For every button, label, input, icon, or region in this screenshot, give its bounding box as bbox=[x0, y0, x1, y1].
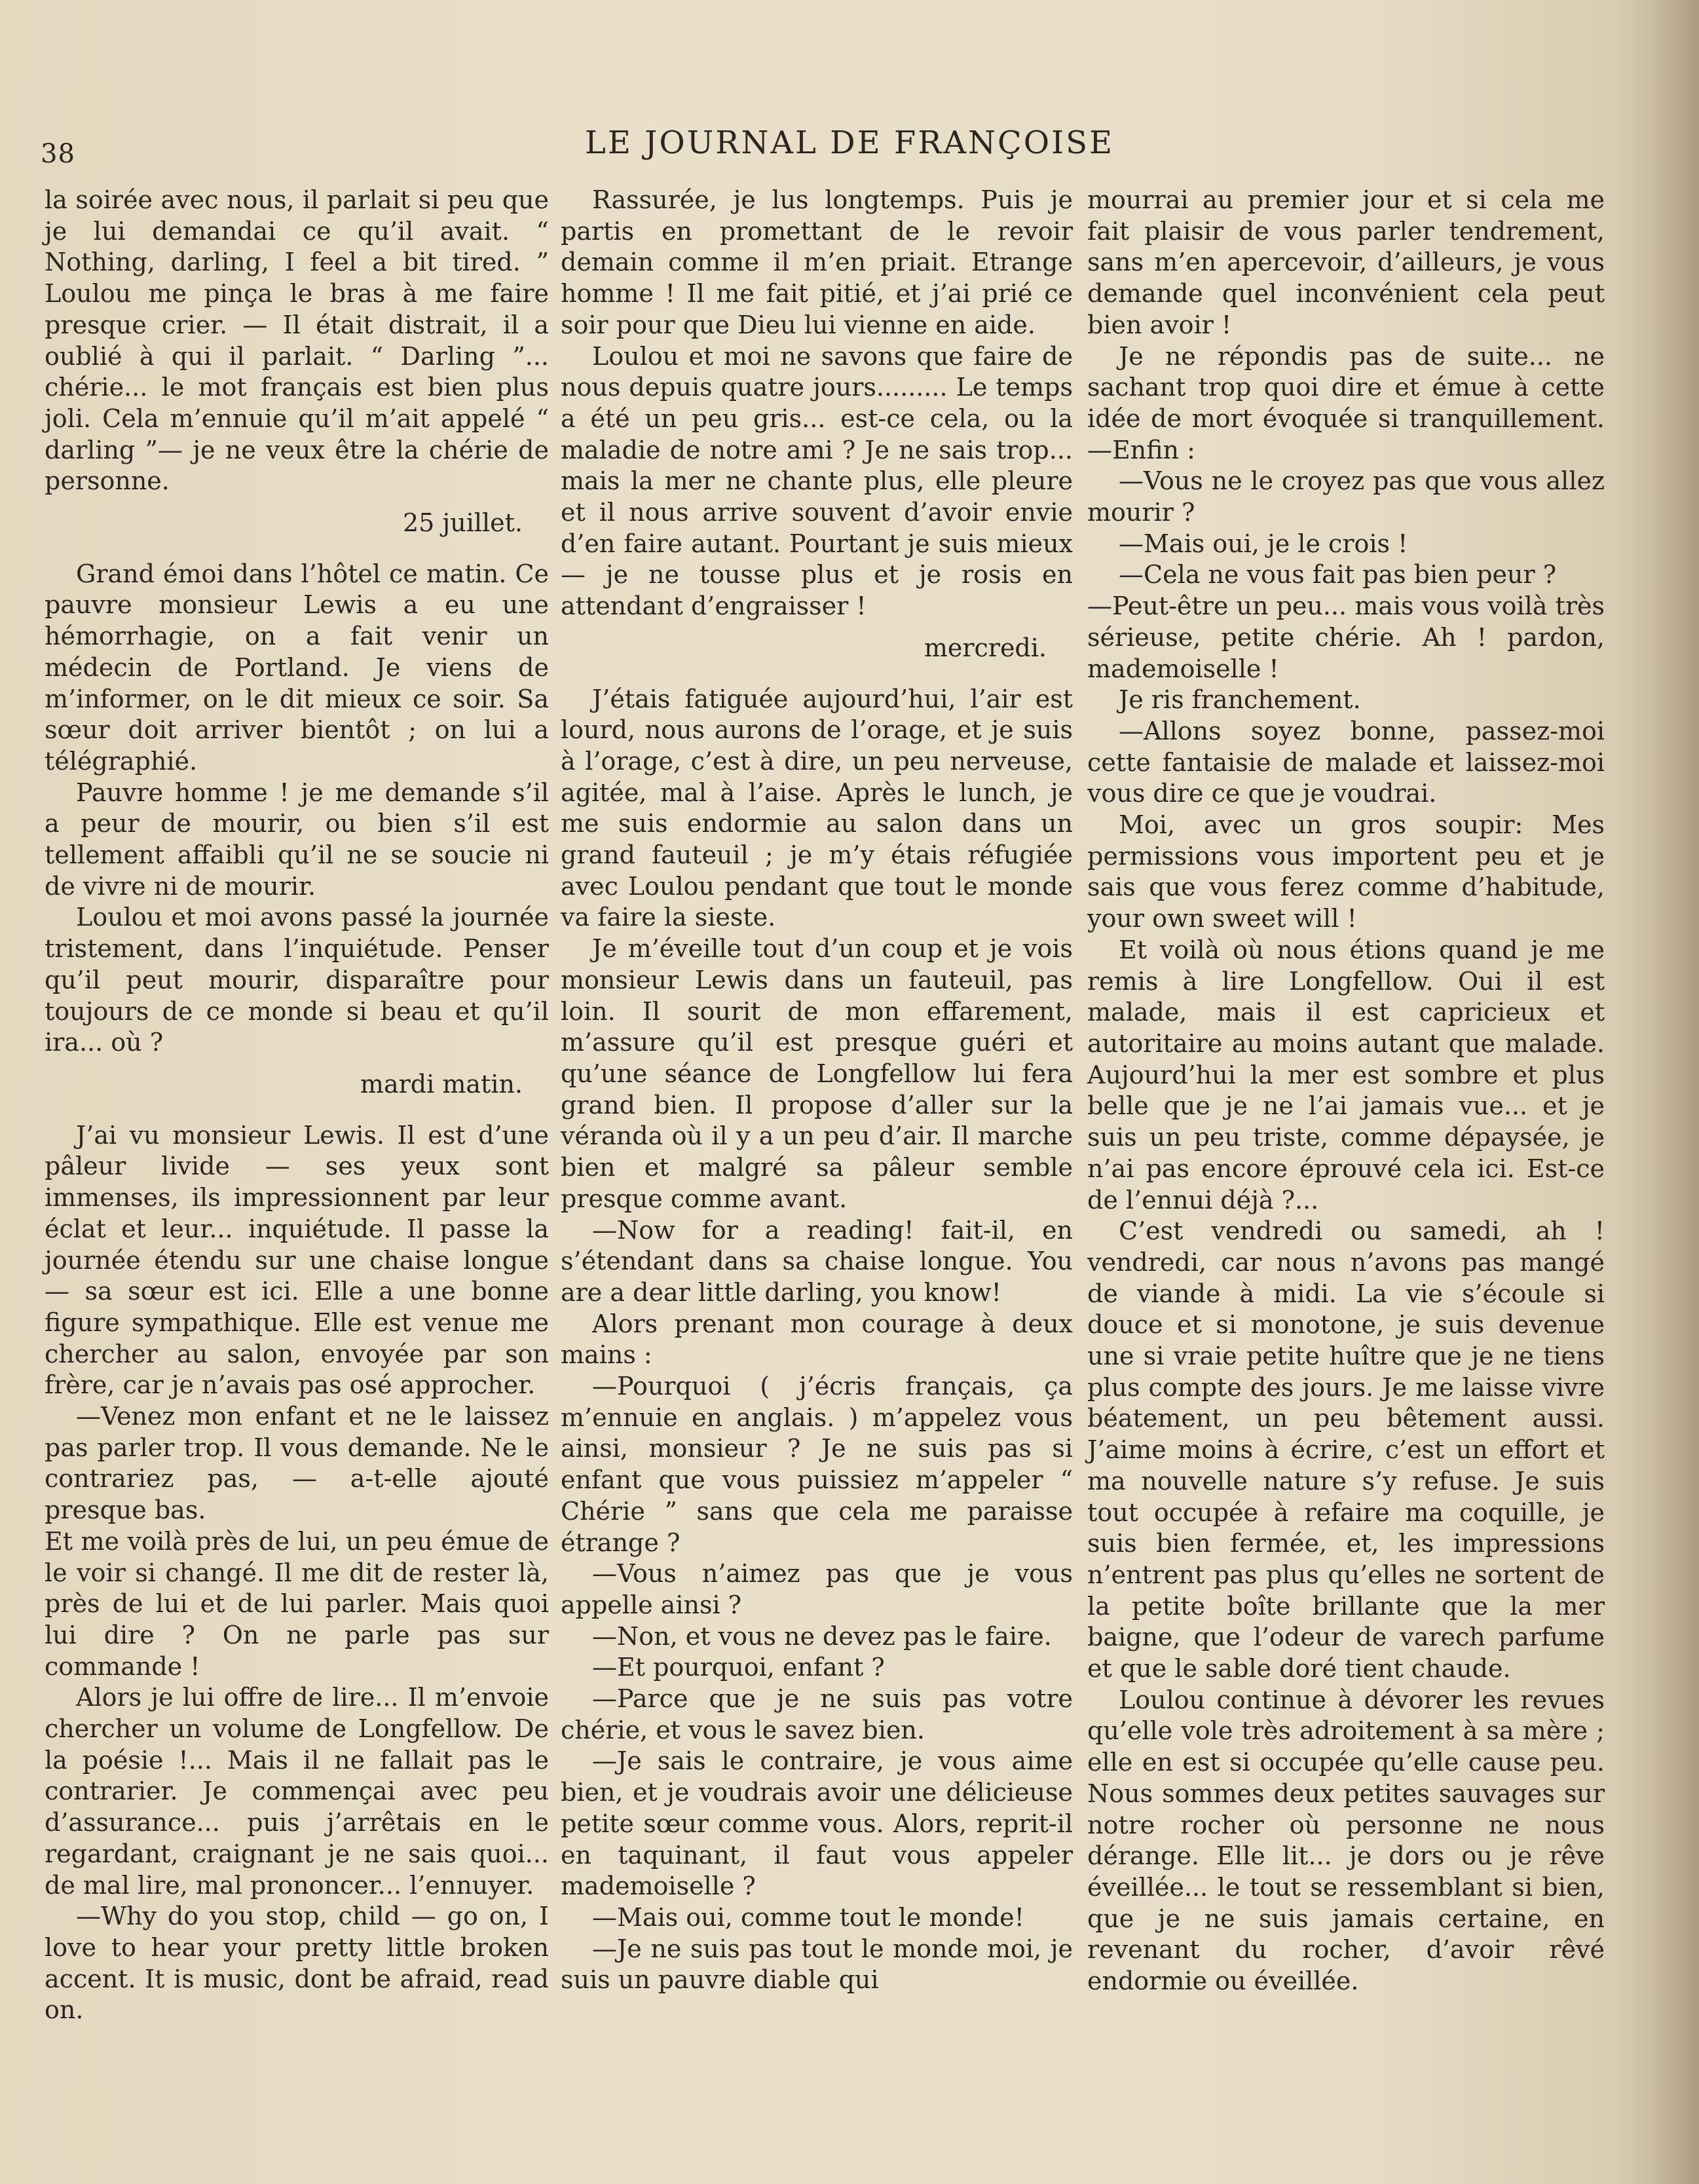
paragraph: —Peut-être un peu... mais vous voilà très sérieuse, petite chérie. Ah ! pardon, mademoiselle ! bbox=[1087, 592, 1605, 683]
page-number: 38 bbox=[41, 139, 75, 169]
paragraph: Pauvre homme ! je me demande s’il a peur de mourir, ou bien s’il est tellement affaibli qu’il ne se soucie ni de vivre ni de mourir. bbox=[45, 778, 549, 901]
paragraph: —Allons soyez bonne, passez-moi cette fantaisie de malade et laissez-moi vous dire ce que je voudrai. bbox=[1087, 716, 1605, 808]
paragraph: —Vous ne le croyez pas que vous allez mourir ? bbox=[1087, 466, 1605, 527]
paragraph: —Why do you stop, child — go on, I love to hear your pretty little broken accent. It is music, dont be afraid, read on. bbox=[45, 1902, 549, 2025]
paragraph: Grand émoi dans l’hôtel ce matin. Ce pauvre monsieur Lewis a eu une hémorrhagie, on a fait venir un médecin de Portland. Je viens de m’informer, on le dit mieux ce soir. Sa sœur doit arriver bientôt ; on lui a télégraphié. bbox=[45, 559, 549, 776]
paragraph: Moi, avec un gros soupir: Mes permissions vous importent peu et je sais que vous ferez comme d’habitude, your own sweet will ! bbox=[1087, 810, 1605, 933]
running-header-title: LE JOURNAL DE FRANÇOISE bbox=[584, 124, 1114, 161]
paragraph: J’ai vu monsieur Lewis. Il est d’une pâleur livide — ses yeux sont immenses, ils impressionnent par leur éclat et leur... inquiétude. Il passe la journée étendu sur une chaise longue — sa sœur est ici. Elle a une bonne figure sympathique. Elle est venue me chercher au salon, envoyée par son frère, car je n’avais pas osé approcher. bbox=[45, 1120, 549, 1400]
paragraph: Et voilà où nous étions quand je me remis à lire Longfellow. Oui il est malade, mais il est capricieux et autoritaire au moins autant que malade. Aujourd’hui la mer est sombre et plus belle que je ne l’ai jamais vue... et je suis un peu triste, comme dépaysée, je n’ai pas encore éprouvé cela ici. Est-ce de l’ennui déjà ?... bbox=[1087, 935, 1605, 1214]
paragraph: Loulou continue à dévorer les revues qu’elle vole très adroitement à sa mère ; elle en est si occupée qu’elle cause peu. Nous sommes deux petites sauvages sur notre rocher où personne ne nous dérange. Elle lit... je dors ou je rêve éveillée... le tout se ressemblant si bien, que je ne suis jamais certaine, en revenant du rocher, d’avoir rêvé endormie ou éveillée. bbox=[1087, 1685, 1605, 1996]
paragraph: —Now for a reading! fait-il, en s’étendant dans sa chaise longue. You are a dear little darling, you know! bbox=[561, 1215, 1073, 1307]
paragraph: —Je sais le contraire, je vous aime bien, et je voudrais avoir une délicieuse petite sœur comme vous. Alors, reprit-il en taquinant, il faut vous appeler mademoiselle ? bbox=[561, 1746, 1073, 1901]
paragraph: —Et pourquoi, enfant ? bbox=[592, 1653, 885, 1682]
paragraph: —Venez mon enfant et ne le laissez pas parler trop. Il vous demande. Ne le contrariez pas, — a-t-elle ajouté presque bas. bbox=[45, 1402, 549, 1525]
paragraph: mourrai au premier jour et si cela me fait plaisir de vous parler tendrement, sans m’en apercevoir, d’ailleurs, je vous demande quel inconvénient cela peut bien avoir ! bbox=[1087, 185, 1605, 339]
paragraph: Rassurée, je lus longtemps. Puis je partis en promettant de le revoir demain comme il m’en priait. Etrange homme ! Il me fait pitié, et j’ai prié ce soir pour que Dieu lui vienne en aide. bbox=[561, 185, 1073, 339]
paragraph: —Pourquoi ( j’écris français, ça m’ennuie en anglais. ) m’appelez vous ainsi, monsieur ? Je ne suis pas si enfant que vous puissiez m’appeler “ Chérie ” sans que cela me paraisse étrange ? bbox=[561, 1372, 1073, 1557]
paragraph: Alors prenant mon courage à deux mains : bbox=[561, 1309, 1073, 1370]
paragraph: Loulou et moi ne savons que faire de nous depuis quatre jours......... Le temps a été un peu gris... est-ce cela, ou la maladie de notre ami ? Je ne sais trop... mais la mer ne chante plus, elle pleure et il nous arrive souvent d’avoir envie d’en faire autant. Pourtant je suis mieux — je ne tousse plus et je rosis en attendant d’engraisser ! bbox=[561, 341, 1073, 621]
text-column-3 bbox=[1087, 185, 1605, 1997]
paragraph: la soirée avec nous, il parlait si peu que je lui demandai ce qu’il avait. “ Nothing, darling, I feel a bit tired. ” Loulou me pinça le bras à me faire presque crier. — Il était distrait, il a oublié à qui il parlait. “ Darling ”... chérie... le mot français est bien plus joli. Cela m’ennuie qu’il m’ait appelé “ darling ”— je ne veux être la chérie de personne. bbox=[45, 185, 549, 496]
text-column-1 bbox=[45, 185, 549, 2026]
paragraph: —Je ne suis pas tout le monde moi, je suis un pauvre diable qui bbox=[561, 1934, 1073, 1995]
entry-date: 25 juillet. bbox=[403, 508, 523, 538]
paragraph: Loulou et moi avons passé la journée tristement, dans l’inquiétude. Penser qu’il peut mourir, disparaître pour toujours de ce monde si beau et qu’il ira... où ? bbox=[45, 903, 549, 1057]
paragraph: J’étais fatiguée aujourd’hui, l’air est lourd, nous aurons de l’orage, et je suis à l’orage, c’est à dire, un peu nerveuse, agitée, mal à l’aise. Après le lunch, je me suis endormie au salon dans un grand fauteuil ; je m’y étais réfugiée avec Loulou pendant que tout le monde va faire la sieste. bbox=[561, 684, 1073, 932]
paragraph: Je ris franchement. bbox=[1119, 685, 1361, 715]
paragraph: Je ne répondis pas de suite... ne sachant trop quoi dire et émue à cette idée de mort évoquée si tranquillement.—Enfin : bbox=[1087, 341, 1605, 464]
entry-date: mardi matin. bbox=[360, 1069, 523, 1099]
entry-date: mercredi. bbox=[924, 633, 1047, 662]
paragraph: —Non, et vous ne devez pas le faire. bbox=[592, 1621, 1052, 1651]
paragraph: —Vous n’aimez pas que je vous appelle ainsi ? bbox=[561, 1559, 1073, 1619]
paragraph: C’est vendredi ou samedi, ah ! vendredi, car nous n’avons pas mangé de viande à midi. La vie s’écoule si douce et si monotone, je suis devenue une si vraie petite huître que je ne tiens plus compte des jours. Je me laisse vivre béatement, un peu bêtement aussi. J’aime moins à écrire, c’est un effort et ma nouvelle nature s’y refuse. Je suis tout occupée à refaire ma coquille, je suis bien fermée, et, les impressions n’entrent pas plus qu’elles ne sortent de la petite boîte brillante que la mer baigne, que l’odeur de varech parfume et que le sable doré tient chaude. bbox=[1087, 1216, 1605, 1684]
paragraph: Et me voilà près de lui, un peu émue de le voir si changé. Il me dit de rester là, près de lui et de lui parler. Mais quoi lui dire ? On ne parle pas sur commande ! bbox=[45, 1526, 549, 1681]
paragraph: Je m’éveille tout d’un coup et je vois monsieur Lewis dans un fauteuil, pas loin. Il sourit de mon effarement, m’assure qu’il est presque guéri et qu’une séance de Longfellow lui fera grand bien. Il propose d’aller sur la véranda où il y a un peu d’air. Il marche bien et malgré sa pâleur semble presque comme avant. bbox=[561, 934, 1073, 1213]
paragraph: —Cela ne vous fait pas bien peur ? bbox=[1119, 560, 1557, 590]
paragraph: —Parce que je ne suis pas votre chérie, et vous le savez bien. bbox=[561, 1684, 1073, 1744]
paragraph: —Mais oui, je le crois ! bbox=[1119, 529, 1408, 558]
page-edge-shadow bbox=[1653, 0, 1699, 2184]
paragraph: Alors je lui offre de lire... Il m’envoie chercher un volume de Longfellow. De la poésie !... Mais il ne fallait pas le contrarier. Je commençai avec peu d’assurance... puis j’arrêtais en le regardant, craignant je ne sais quoi... de mal lire, mal prononcer... l’ennuyer. bbox=[45, 1683, 549, 1900]
paragraph: —Mais oui, comme tout le monde! bbox=[592, 1902, 1024, 1932]
text-column-2 bbox=[561, 185, 1073, 1996]
